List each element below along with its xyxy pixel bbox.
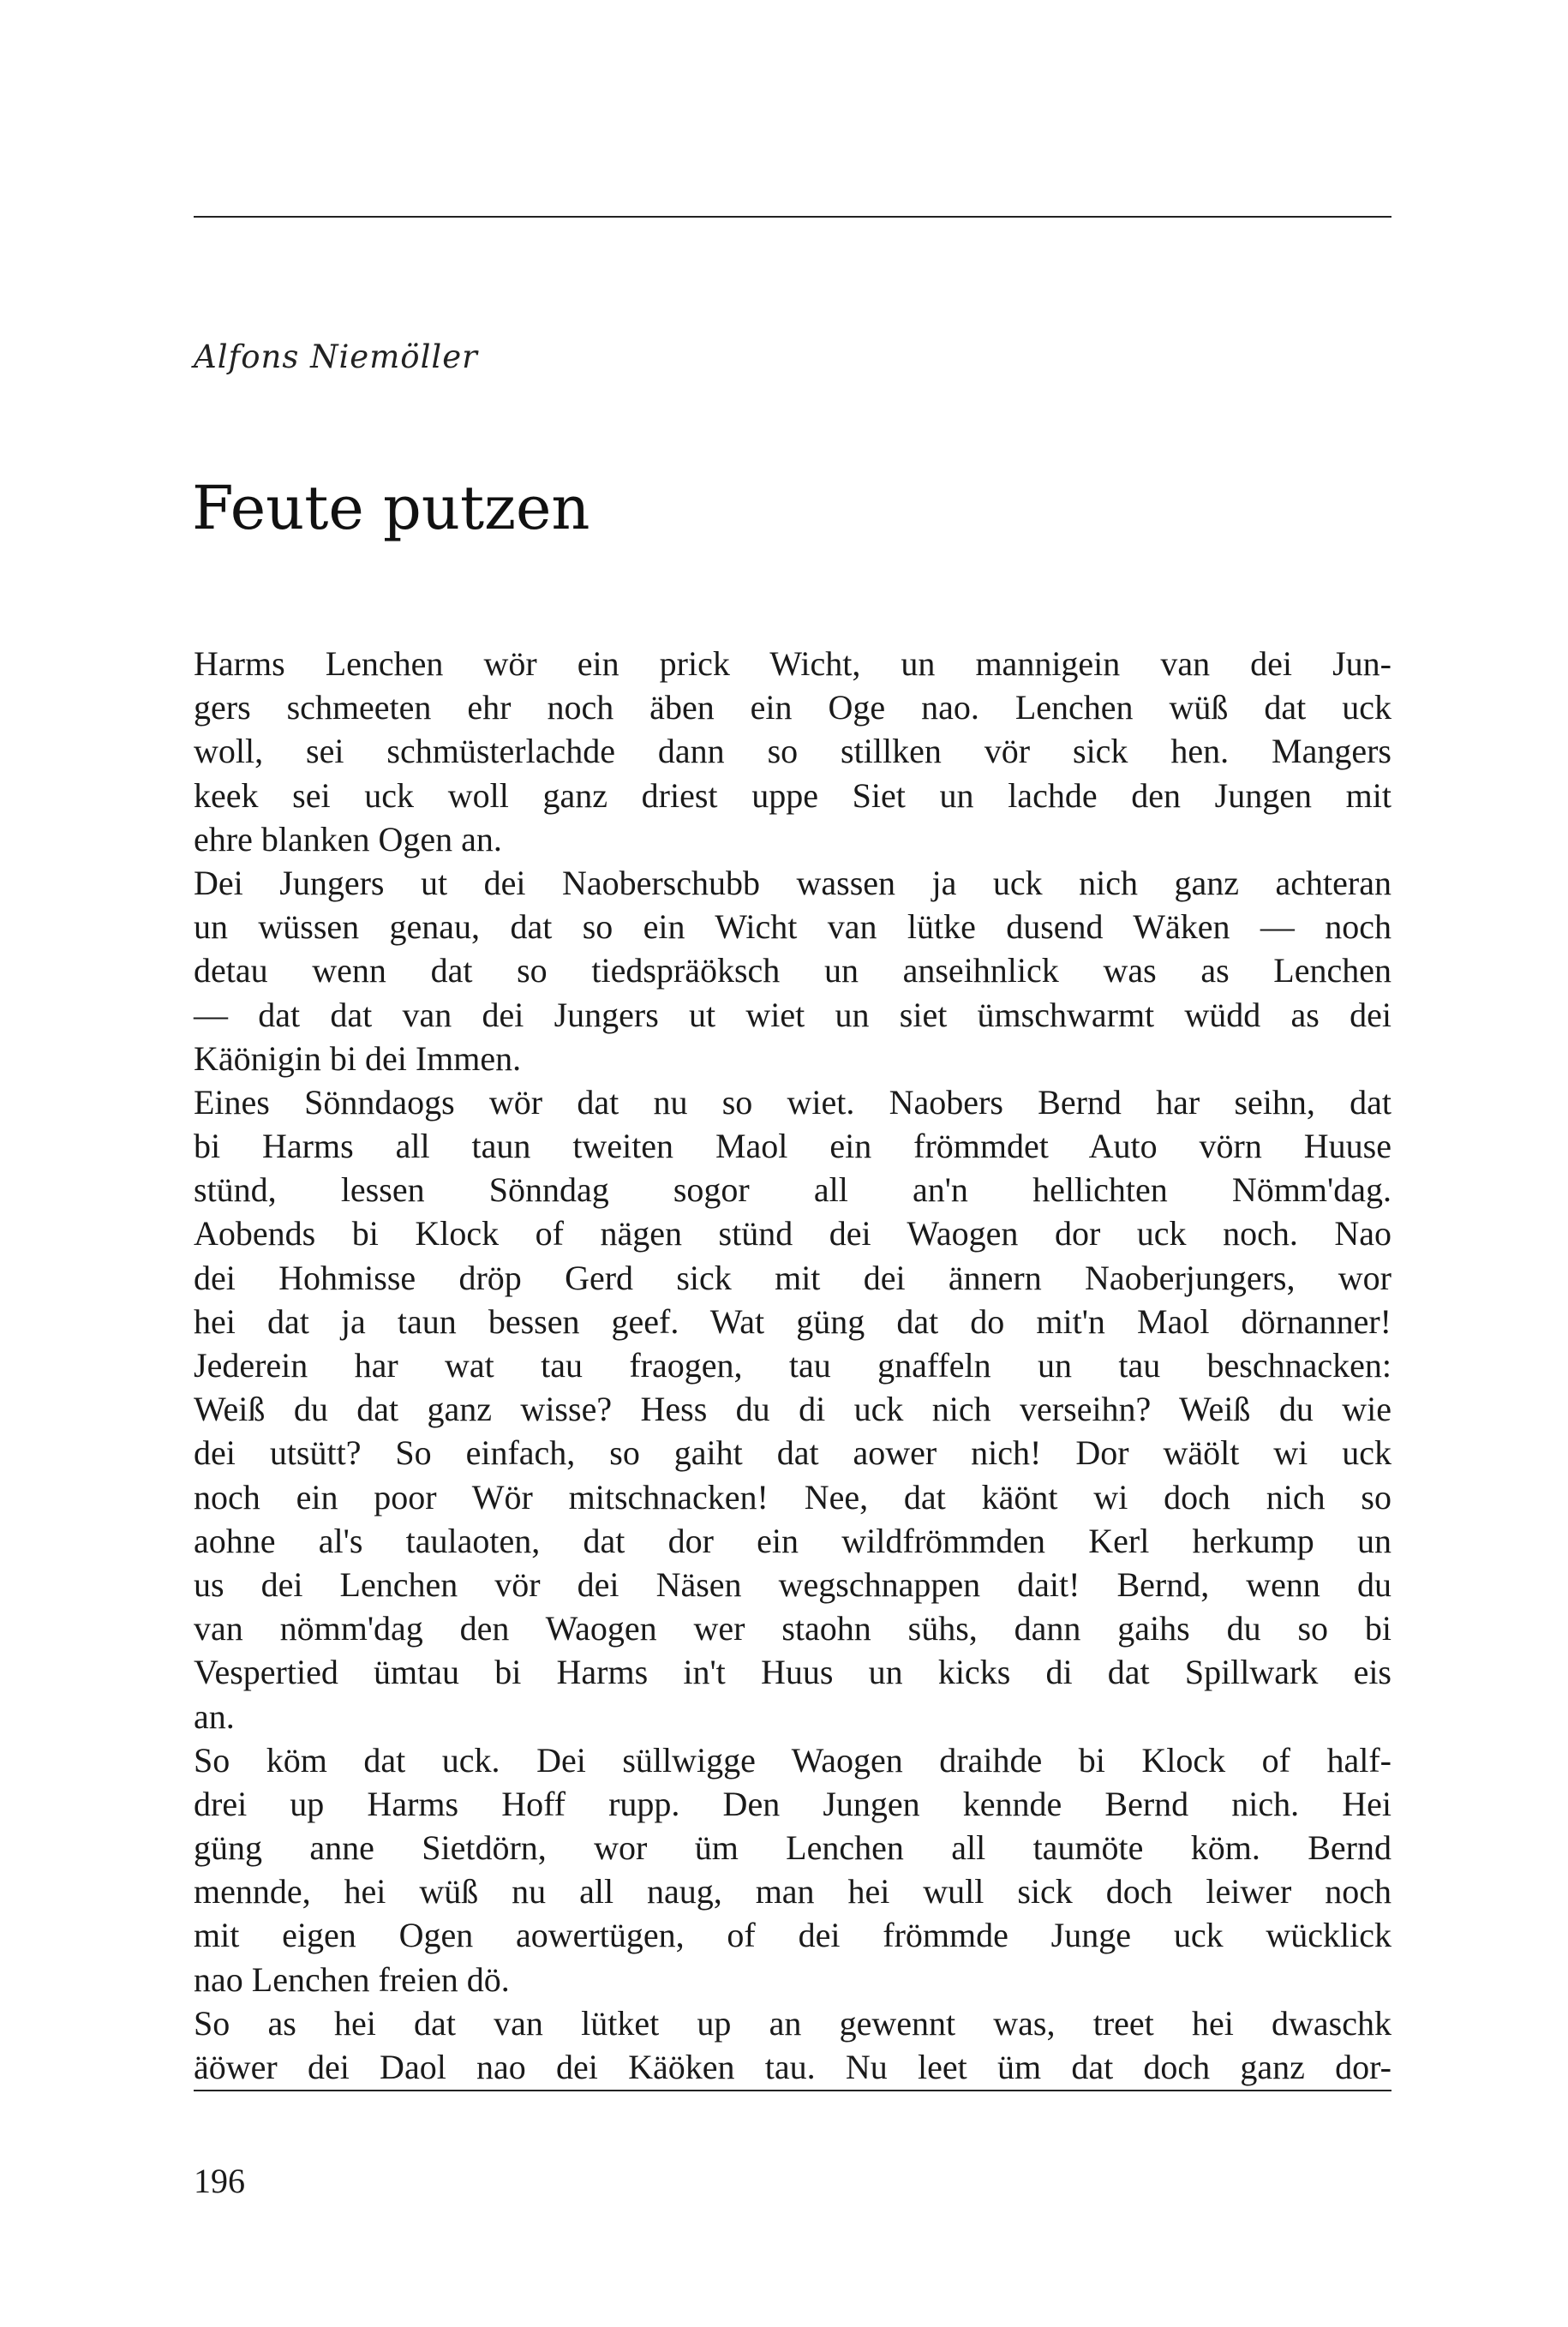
text-line: Dei Jungers ut dei Naoberschubb wassen ja uck nich ganz achteran: [194, 863, 1391, 902]
text-line: gers schmeeten ehr noch äben ein Oge nao. Lenchen wüß dat uck: [194, 688, 1391, 727]
text-line: Vespertied ümtau bi Harms in't Huus un kicks di dat Spillwark eis: [194, 1653, 1391, 1692]
author-name: Alfons Niemöller: [194, 338, 478, 375]
top-rule: [194, 216, 1391, 218]
text-line: ehre blanken Ogen an.: [194, 819, 502, 858]
bottom-rule: [194, 2090, 1391, 2091]
text-line: Harms Lenchen wör ein prick Wicht, un mannigein van dei Jun-: [194, 644, 1391, 683]
text-line: stünd, lessen Sönndag sogor all an'n hellichten Nömm'dag.: [194, 1170, 1391, 1210]
text-line: So köm dat uck. Dei süllwigge Waogen draihde bi Klock of half-: [194, 1740, 1391, 1780]
text-line: nao Lenchen freien dö.: [194, 1959, 510, 1999]
text-line: detau wenn dat so tiedspräöksch un anseihnlick was as Lenchen: [194, 951, 1391, 990]
text-line: — dat dat van dei Jungers ut wiet un siet ümschwarmt wüdd as dei: [194, 995, 1391, 1034]
text-line: hei dat ja taun bessen geef. Wat güng dat do mit'n Maol dörnanner!: [194, 1301, 1391, 1341]
story-body: [194, 642, 1391, 2089]
story-title: Feute putzen: [192, 473, 590, 543]
text-line: Weiß du dat ganz wisse? Hess du di uck nich verseihn? Weiß du wie: [194, 1390, 1391, 1429]
text-line: So as hei dat van lütket up an gewennt was, treet hei dwaschk: [194, 2003, 1391, 2043]
text-line: keek sei uck woll ganz driest uppe Siet un lachde den Jungen mit: [194, 775, 1391, 815]
text-line: Jederein har wat tau fraogen, tau gnaffeln un tau beschnacken:: [194, 1346, 1391, 1385]
text-line: Eines Sönndaogs wör dat nu so wiet. Naobers Bernd har seihn, dat: [194, 1082, 1391, 1122]
text-line: güng anne Sietdörn, wor üm Lenchen all taumöte köm. Bernd: [194, 1828, 1391, 1868]
text-line: noch ein poor Wör mitschnacken! Nee, dat käönt wi doch nich so: [194, 1477, 1391, 1516]
page-number: 196: [194, 2162, 245, 2200]
text-line: dei Hohmisse dröp Gerd sick mit dei ännern Naoberjungers, wor: [194, 1258, 1391, 1297]
text-line: Aobends bi Klock of nägen stünd dei Waogen dor uck noch. Nao: [194, 1214, 1391, 1253]
text-line: äöwer dei Daol nao dei Käöken tau. Nu leet üm dat doch ganz dor-: [194, 2048, 1391, 2086]
text-line: un wüssen genau, dat so ein Wicht van lütke dusend Wäken — noch: [194, 907, 1391, 947]
text-line: Käönigin bi dei Immen.: [194, 1038, 522, 1078]
text-line: bi Harms all taun tweiten Maol ein frömmdet Auto vörn Huuse: [194, 1127, 1391, 1166]
text-line: aohne al's taulaoten, dat dor ein wildfrömmden Kerl herkump un: [194, 1521, 1391, 1560]
text-line: drei up Harms Hoff rupp. Den Jungen kennde Bernd nich. Hei: [194, 1784, 1391, 1823]
text-line: us dei Lenchen vör dei Näsen wegschnappen dait! Bernd, wenn du: [194, 1564, 1391, 1604]
text-line: mit eigen Ogen aowertügen, of dei frömmde Junge uck wücklick: [194, 1916, 1391, 1955]
text-line: dei utsütt? So einfach, so gaiht dat aower nich! Dor wäölt wi uck: [194, 1433, 1391, 1473]
text-line: mennde, hei wüß nu all naug, man hei wull sick doch leiwer noch: [194, 1872, 1391, 1911]
text-line: woll, sei schmüsterlachde dann so stillken vör sick hen. Mangers: [194, 732, 1391, 771]
text-line: van nömm'dag den Waogen wer staohn sühs, dann gaihs du so bi: [194, 1609, 1391, 1648]
text-line: an.: [194, 1696, 235, 1736]
